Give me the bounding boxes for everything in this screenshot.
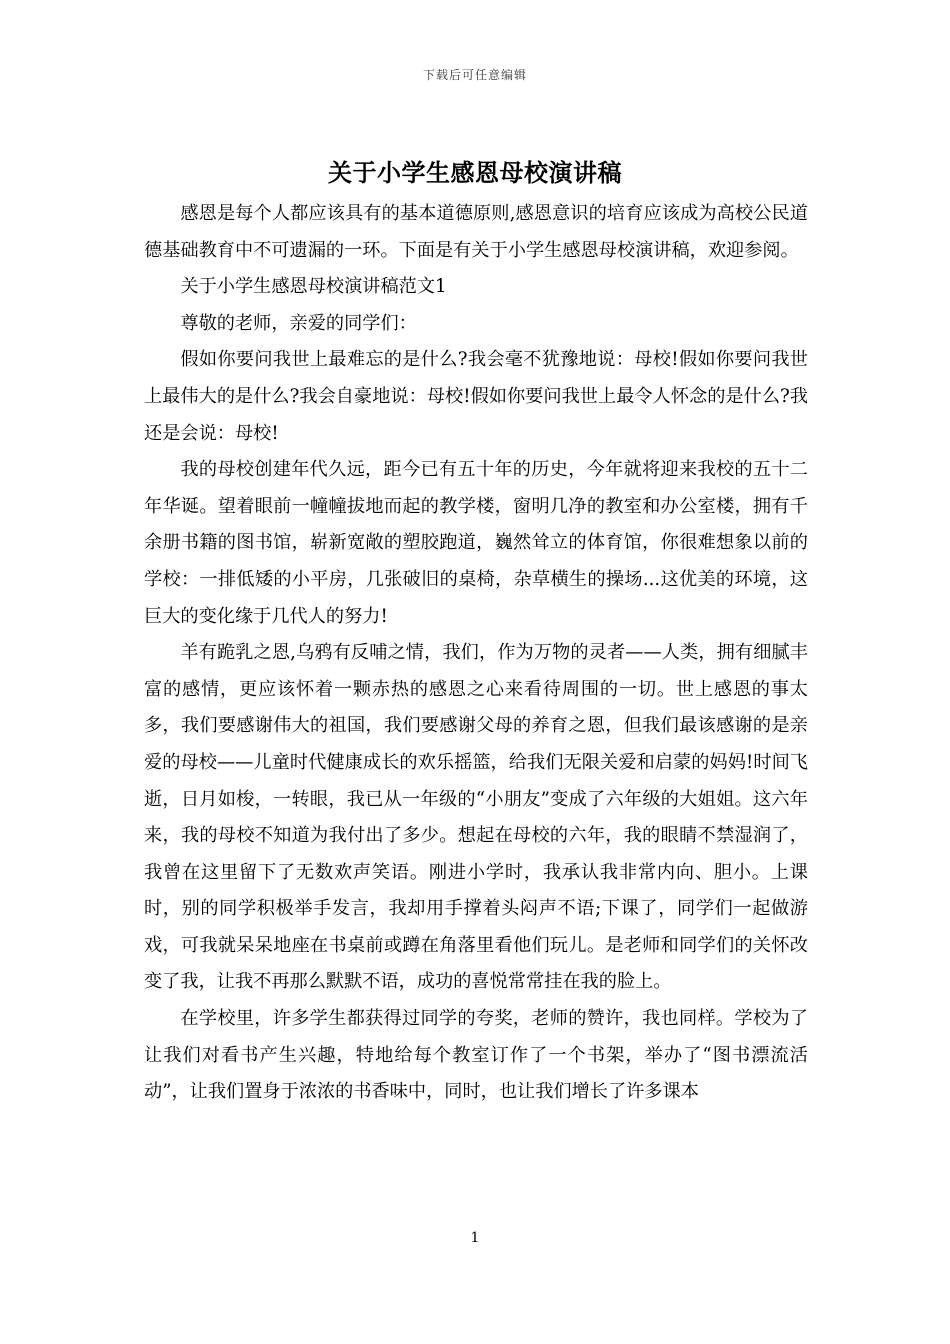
paragraph: 我的母校创建年代久远，距今已有五十年的历史，今年就将迎来我校的五十二年华诞。望着眼前一幢幢拔地而起的教学楼，窗明几净的教室和办公室楼，拥有千余册书籍的图书馆，崭新宽敞的塑胶跑道，巍然耸立的体育馆，你很难想象以前的学校：一排低矮的小平房，几张破旧的桌椅，杂草横生的操场...这优美的环境，这巨大的变化缘于几代人的努力!	[144, 459, 808, 627]
paragraph-intro: 感恩是每个人都应该具有的基本道德原则,感恩意识的培育应该成为高校公民道德基础教育中不可遗漏的一环。下面是有关于小学生感恩母校演讲稿，欢迎参阅。	[144, 203, 808, 261]
paragraph-salutation: 尊敬的老师，亲爱的同学们：	[180, 312, 417, 334]
document-title: 关于小学生感恩母校演讲稿	[328, 158, 622, 187]
document-body	[144, 196, 808, 1111]
paragraph: 羊有跪乳之恩,乌鸦有反哺之情，我们，作为万物的灵者——人类，拥有细腻丰富的感情，更应该怀着一颗赤热的感恩之心来看待周围的一切。世上感恩的事太多，我们要感谢伟大的祖国，我们要感谢父母的养育之恩，但我们最该感谢的是亲爱的母校——儿童时代健康成长的欢乐摇篮，给我们无限关爱和启蒙的妈妈!时间飞逝，日月如梭，一转眼，我已从一年级的“小朋友”变成了六年级的大姐姐。这六年来，我的母校不知道为我付出了多少。想起在母校的六年，我的眼睛不禁湿润了，我曾在这里留下了无数欢声笑语。刚进小学时，我承认我非常内向、胆小。上课时，别的同学积极举手发言，我却用手撑着头闷声不语;下课了，同学们一起做游戏，可我就呆呆地座在书桌前或蹲在角落里看他们玩儿。是老师和同学们的关怀改变了我，让我不再那么默默不语，成功的喜悦常常挂在我的脸上。	[144, 642, 808, 993]
paragraph-subheading: 关于小学生感恩母校演讲稿范文1	[180, 276, 447, 298]
paragraph: 在学校里，许多学生都获得过同学的夸奖，老师的赞许，我也同样。学校为了让我们对看书产生兴趣，特地给每个教室订作了一个书架，举办了“图书漂流活动”，让我们置身于浓浓的书香味中，同时，也让我们增长了许多课本	[144, 1008, 808, 1103]
page-number: 1	[470, 1230, 480, 1246]
paragraph: 假如你要问我世上最难忘的是什么?我会毫不犹豫地说：母校!假如你要问我世上最伟大的是什么?我会自豪地说：母校!假如你要问我世上最令人怀念的是什么?我还是会说：母校!	[144, 349, 808, 444]
header-note: 下载后可任意编辑	[422, 68, 527, 82]
